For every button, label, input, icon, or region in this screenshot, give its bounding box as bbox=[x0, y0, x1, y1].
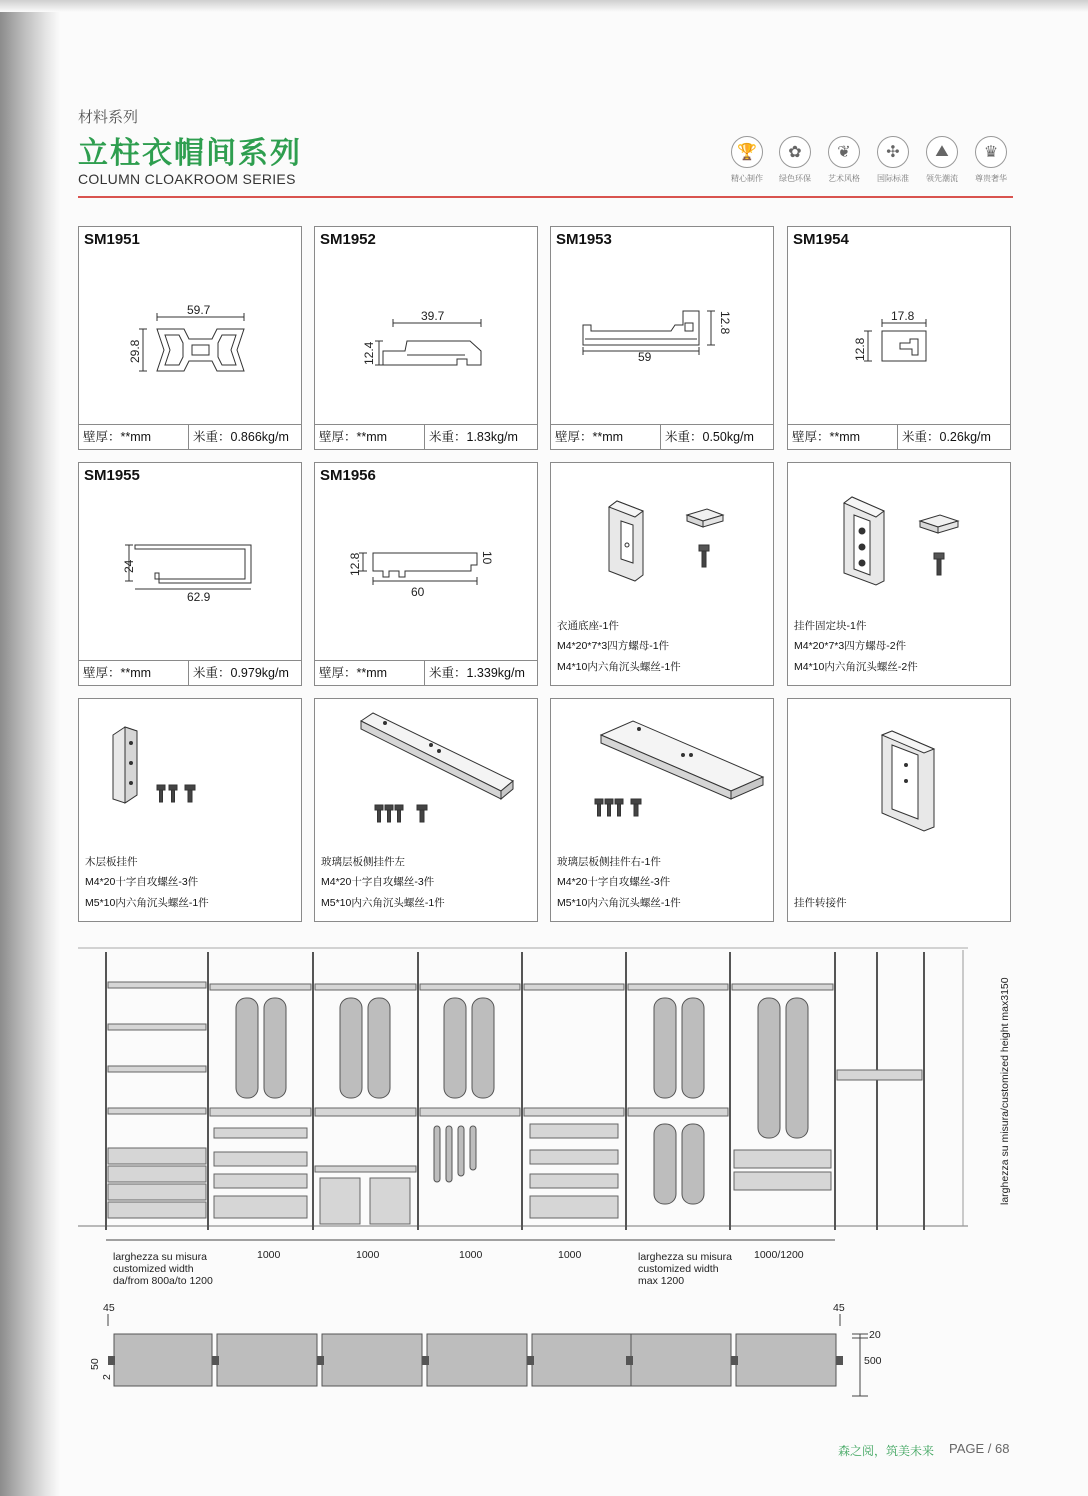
width-label: 1000 bbox=[257, 1249, 281, 1261]
accessory-parts-list bbox=[794, 893, 847, 914]
accessory-card-rail-base bbox=[550, 462, 774, 686]
profile-spec-row bbox=[79, 424, 301, 449]
profile-drawing bbox=[79, 463, 303, 663]
part-line: 挂件转接件 bbox=[794, 896, 847, 909]
feature-trend bbox=[918, 136, 966, 184]
plan-right-dim: 45 bbox=[833, 1302, 845, 1314]
profile-drawing bbox=[551, 227, 775, 427]
accessory-card-wood-shelf-bracket bbox=[78, 698, 302, 922]
accessory-parts-list bbox=[85, 852, 209, 914]
dimension-width: 17.8 bbox=[891, 309, 915, 323]
wall-thickness: 壁厚：**mm bbox=[788, 425, 898, 449]
part-line: M4*10内六角沉头螺丝-2件 bbox=[794, 660, 918, 673]
meter-weight: 米重：1.339kg/m bbox=[429, 666, 525, 680]
profile-card-sm1952 bbox=[314, 226, 538, 450]
wall-thickness: 壁厚：**mm bbox=[315, 661, 425, 685]
feature-eco bbox=[771, 136, 819, 184]
feature-label: 尊贵奢华 bbox=[975, 174, 1007, 183]
accessory-card-glass-bracket-right bbox=[550, 698, 774, 922]
dimension-height: 12.8 bbox=[348, 552, 362, 576]
meter-weight: 米重：1.83kg/m bbox=[429, 430, 518, 444]
profile-card-sm1953 bbox=[550, 226, 774, 450]
dimension-width: 60 bbox=[411, 585, 425, 599]
wall-thickness: 壁厚：**mm bbox=[79, 425, 189, 449]
footer-slogan: 森之阅，筑美未来 bbox=[838, 1444, 935, 1458]
meter-weight: 米重：0.50kg/m bbox=[665, 430, 754, 444]
feature-standard bbox=[869, 136, 917, 184]
part-line: M4*20*7*3四方螺母-1件 bbox=[557, 640, 670, 652]
page-number: PAGE / 68 bbox=[949, 1441, 1010, 1456]
accessory-card-hanger-block bbox=[787, 462, 1011, 686]
wood-bracket-drawing bbox=[79, 699, 303, 849]
profile-card-sm1951 bbox=[78, 226, 302, 450]
trophy-icon: 🏆 bbox=[731, 136, 763, 168]
part-line: M4*20十字自攻螺丝-3件 bbox=[321, 876, 435, 888]
note-line: customized width bbox=[113, 1263, 194, 1275]
hanger-block-drawing bbox=[788, 463, 1012, 603]
note-line: larghezza su misura bbox=[113, 1251, 207, 1263]
page-title-english: COLUMN CLOAKROOM SERIES bbox=[78, 171, 296, 187]
wall-thickness: 壁厚：**mm bbox=[79, 661, 189, 685]
page-title: 立柱衣帽间系列 bbox=[78, 137, 302, 170]
glass-bracket-left-drawing bbox=[315, 699, 539, 849]
accessory-parts-list bbox=[557, 616, 681, 678]
profile-spec-row bbox=[79, 660, 301, 685]
header-divider bbox=[78, 196, 1013, 198]
part-line: M4*20十字自攻螺丝-3件 bbox=[85, 876, 199, 888]
accessory-parts-list bbox=[557, 852, 681, 914]
part-line: M5*10内六角沉头螺丝-1件 bbox=[321, 896, 445, 909]
profile-code: SM1952 bbox=[320, 231, 376, 248]
rail-base-drawing bbox=[551, 463, 775, 603]
meter-weight: 米重：0.979kg/m bbox=[193, 666, 289, 680]
feature-label: 绿色环保 bbox=[779, 174, 811, 183]
profile-code: SM1955 bbox=[84, 467, 140, 484]
page-shadow bbox=[0, 0, 60, 1496]
profile-drawing bbox=[315, 463, 539, 663]
part-line: M4*10内六角沉头螺丝-1件 bbox=[557, 660, 681, 673]
profile-spec-row bbox=[315, 660, 537, 685]
dimension-width: 59.7 bbox=[187, 303, 211, 317]
wall-thickness: 壁厚：**mm bbox=[551, 425, 661, 449]
dimension-width: 39.7 bbox=[421, 309, 445, 323]
part-line: 木层板挂件 bbox=[85, 855, 138, 868]
plan-depth: 500 bbox=[864, 1355, 882, 1367]
feature-luxury bbox=[967, 136, 1015, 184]
part-line: M5*10内六角沉头螺丝-1件 bbox=[557, 896, 681, 909]
width-label: 1000 bbox=[558, 1249, 582, 1261]
wall-thickness: 壁厚：**mm bbox=[315, 425, 425, 449]
plan-left-dim: 45 bbox=[103, 1302, 115, 1314]
dimension-height: 12.8 bbox=[718, 311, 732, 335]
feature-label: 领先潮流 bbox=[926, 174, 958, 183]
note-line: max 1200 bbox=[638, 1275, 685, 1287]
dimension-height: 24 bbox=[122, 559, 136, 573]
feature-art bbox=[820, 136, 868, 184]
profile-card-sm1955 bbox=[78, 462, 302, 686]
profile-code: SM1951 bbox=[84, 231, 140, 248]
part-line: M5*10内六角沉头螺丝-1件 bbox=[85, 896, 209, 909]
page-top-shadow bbox=[0, 0, 1088, 12]
dimension-height: 29.8 bbox=[128, 339, 142, 363]
profile-spec-row bbox=[551, 424, 773, 449]
note-line: larghezza su misura bbox=[638, 1251, 732, 1263]
profile-spec-row bbox=[788, 424, 1010, 449]
profile-card-sm1956 bbox=[314, 462, 538, 686]
dimension-width: 59 bbox=[638, 350, 652, 364]
crown-icon: ♛ bbox=[975, 136, 1007, 168]
feature-craftsmanship bbox=[723, 136, 771, 184]
width-label: 1000/1200 bbox=[754, 1249, 804, 1261]
profile-drawing bbox=[315, 227, 539, 427]
plan-side-dim: 50 bbox=[89, 1358, 101, 1370]
section-subtitle: 材料系列 bbox=[78, 109, 139, 126]
width-label: 1000 bbox=[356, 1249, 380, 1261]
plant-icon: ❦ bbox=[828, 136, 860, 168]
width-label: 1000 bbox=[459, 1249, 483, 1261]
feature-label: 艺术风格 bbox=[828, 174, 860, 183]
wardrobe-plan-drawing bbox=[78, 1296, 908, 1406]
globe-icon: ✣ bbox=[877, 136, 909, 168]
glass-bracket-right-drawing bbox=[551, 699, 775, 849]
profile-code: SM1954 bbox=[793, 231, 849, 248]
meter-weight: 米重：0.26kg/m bbox=[902, 430, 991, 444]
plan-side-dim: 2 bbox=[101, 1374, 113, 1380]
profile-code: SM1953 bbox=[556, 231, 612, 248]
feature-label: 国际标准 bbox=[877, 174, 909, 183]
dimension-height: 12.4 bbox=[362, 341, 376, 365]
left-width-note bbox=[113, 1251, 213, 1287]
height-note: larghezza su misura/customized height max3150 bbox=[999, 977, 1011, 1205]
part-line: M4*20*7*3四方螺母-2件 bbox=[794, 640, 907, 652]
accessory-card-glass-bracket-left bbox=[314, 698, 538, 922]
dimension-lip: 10 bbox=[480, 551, 494, 565]
accessory-card-adapter bbox=[787, 698, 1011, 922]
part-line: 玻璃层板侧挂件右-1件 bbox=[557, 855, 661, 868]
mountain-icon: ⛰ bbox=[926, 136, 958, 168]
profile-code: SM1956 bbox=[320, 467, 376, 484]
profile-card-sm1954 bbox=[787, 226, 1011, 450]
meter-weight: 米重：0.866kg/m bbox=[193, 430, 289, 444]
dimension-width: 62.9 bbox=[187, 590, 211, 604]
part-line: 挂件固定块-1件 bbox=[794, 619, 867, 632]
note-line: customized width bbox=[638, 1263, 719, 1275]
right-width-note bbox=[638, 1251, 732, 1287]
part-line: 衣通底座-1件 bbox=[557, 619, 619, 632]
profile-spec-row bbox=[315, 424, 537, 449]
profile-drawing bbox=[788, 227, 1012, 427]
accessory-parts-list bbox=[794, 616, 918, 678]
accessory-parts-list bbox=[321, 852, 445, 914]
profile-drawing bbox=[79, 227, 303, 427]
part-line: 玻璃层板侧挂件左 bbox=[321, 855, 405, 868]
leaf-badge-icon: ✿ bbox=[779, 136, 811, 168]
note-line: da/from 800a/to 1200 bbox=[113, 1275, 213, 1287]
dimension-height: 12.8 bbox=[853, 337, 867, 361]
plan-depth-top: 20 bbox=[869, 1329, 881, 1341]
feature-label: 精心制作 bbox=[731, 174, 763, 183]
adapter-drawing bbox=[788, 699, 1012, 849]
part-line: M4*20十字自攻螺丝-3件 bbox=[557, 876, 671, 888]
